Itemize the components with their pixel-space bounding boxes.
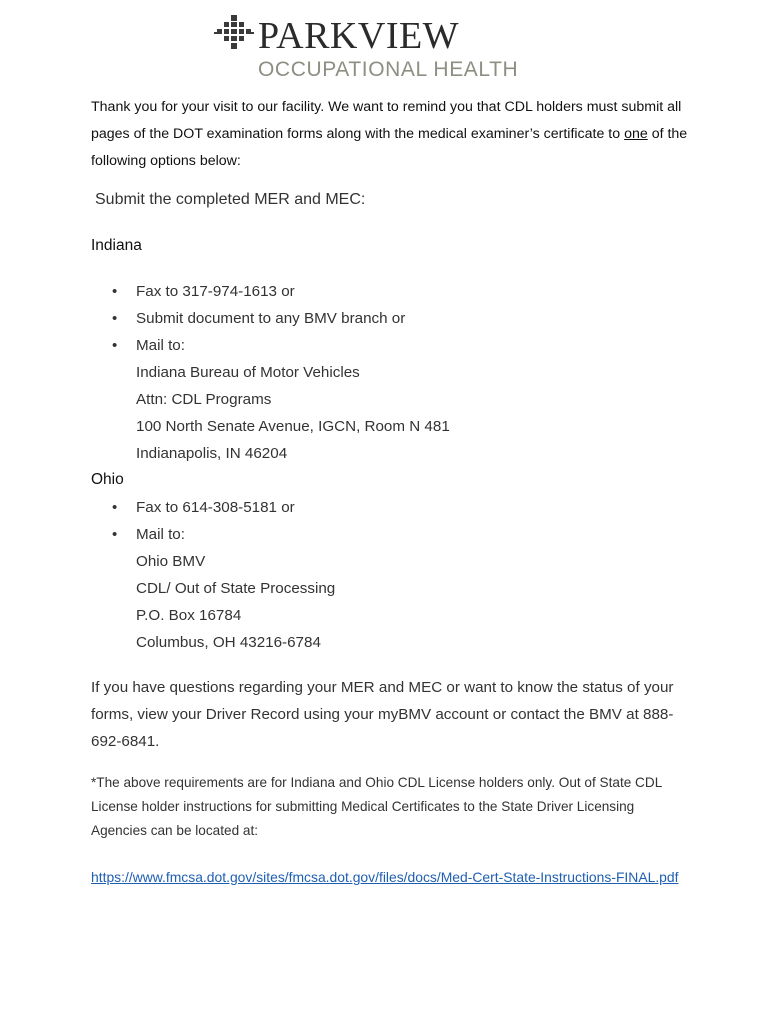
list-item xyxy=(0,305,405,332)
submit-heading: Submit the completed MER and MEC: xyxy=(95,191,366,208)
address-line: Attn: CDL Programs xyxy=(136,391,272,408)
intro-paragraph xyxy=(91,94,691,175)
intro-underlined-word: one xyxy=(624,126,648,142)
indiana-heading: Indiana xyxy=(91,237,142,254)
bullet-icon: • xyxy=(112,499,118,516)
address-line: P.O. Box 16784 xyxy=(136,607,242,624)
list-item xyxy=(0,332,405,359)
bullet-icon: • xyxy=(112,310,118,327)
logo-name: PARKVIEW xyxy=(258,15,460,57)
out-of-state-note: *The above requirements are for Indiana and Ohio CDL License holders only. Out of State CDL License holder instructions for submitting Medical Certificates to the State Driver Licensing Agencies can be located at: xyxy=(91,775,662,838)
ohio-options-list xyxy=(0,494,295,548)
list-item xyxy=(0,521,295,548)
parkview-logo xyxy=(214,14,519,84)
address-line: Ohio BMV xyxy=(136,553,206,570)
ohio-mail-option: Mail to: xyxy=(136,526,185,543)
address-line: Indianapolis, IN 46204 xyxy=(136,445,288,462)
indiana-options-list xyxy=(0,278,405,359)
parkview-mark-icon xyxy=(214,14,254,54)
bullet-icon: • xyxy=(112,283,118,300)
intro-text-start: Thank you for your visit to our facility. We want to remind you that CDL holders must submit all pages of the DOT examination forms along with the medical examiner’s certificate to xyxy=(91,99,682,142)
address-line: CDL/ Out of State Processing xyxy=(136,580,336,597)
address-line: 100 North Senate Avenue, IGCN, Room N 481 xyxy=(136,418,450,435)
address-line: Indiana Bureau of Motor Vehicles xyxy=(136,364,360,381)
ohio-heading: Ohio xyxy=(91,471,124,488)
indiana-mail-option: Mail to: xyxy=(136,337,185,354)
indiana-address xyxy=(136,359,450,467)
indiana-branch-option: Submit document to any BMV branch or xyxy=(136,310,406,327)
ohio-fax-option: Fax to 614-308-5181 or xyxy=(136,499,295,516)
fmcsa-instructions-link[interactable]: https://www.fmcsa.dot.gov/sites/fmcsa.dot.gov/files/docs/Med-Cert-State-Instructions-FINAL.pdf xyxy=(91,869,679,885)
indiana-fax-option: Fax to 317-974-1613 or xyxy=(136,283,295,300)
logo-subtitle: OCCUPATIONAL HEALTH xyxy=(258,58,519,81)
bullet-icon: • xyxy=(112,337,118,354)
address-line: Columbus, OH 43216-6784 xyxy=(136,634,321,651)
bullet-icon: • xyxy=(112,526,118,543)
ohio-address xyxy=(136,548,335,656)
intro-text-end: of the following options below: xyxy=(91,126,688,169)
list-item xyxy=(0,494,295,521)
questions-paragraph: If you have questions regarding your MER and MEC or want to know the status of your forms, view your Driver Record using your myBMV account or contact the BMV at 888-692-6841. xyxy=(91,679,674,750)
list-item xyxy=(0,278,405,305)
